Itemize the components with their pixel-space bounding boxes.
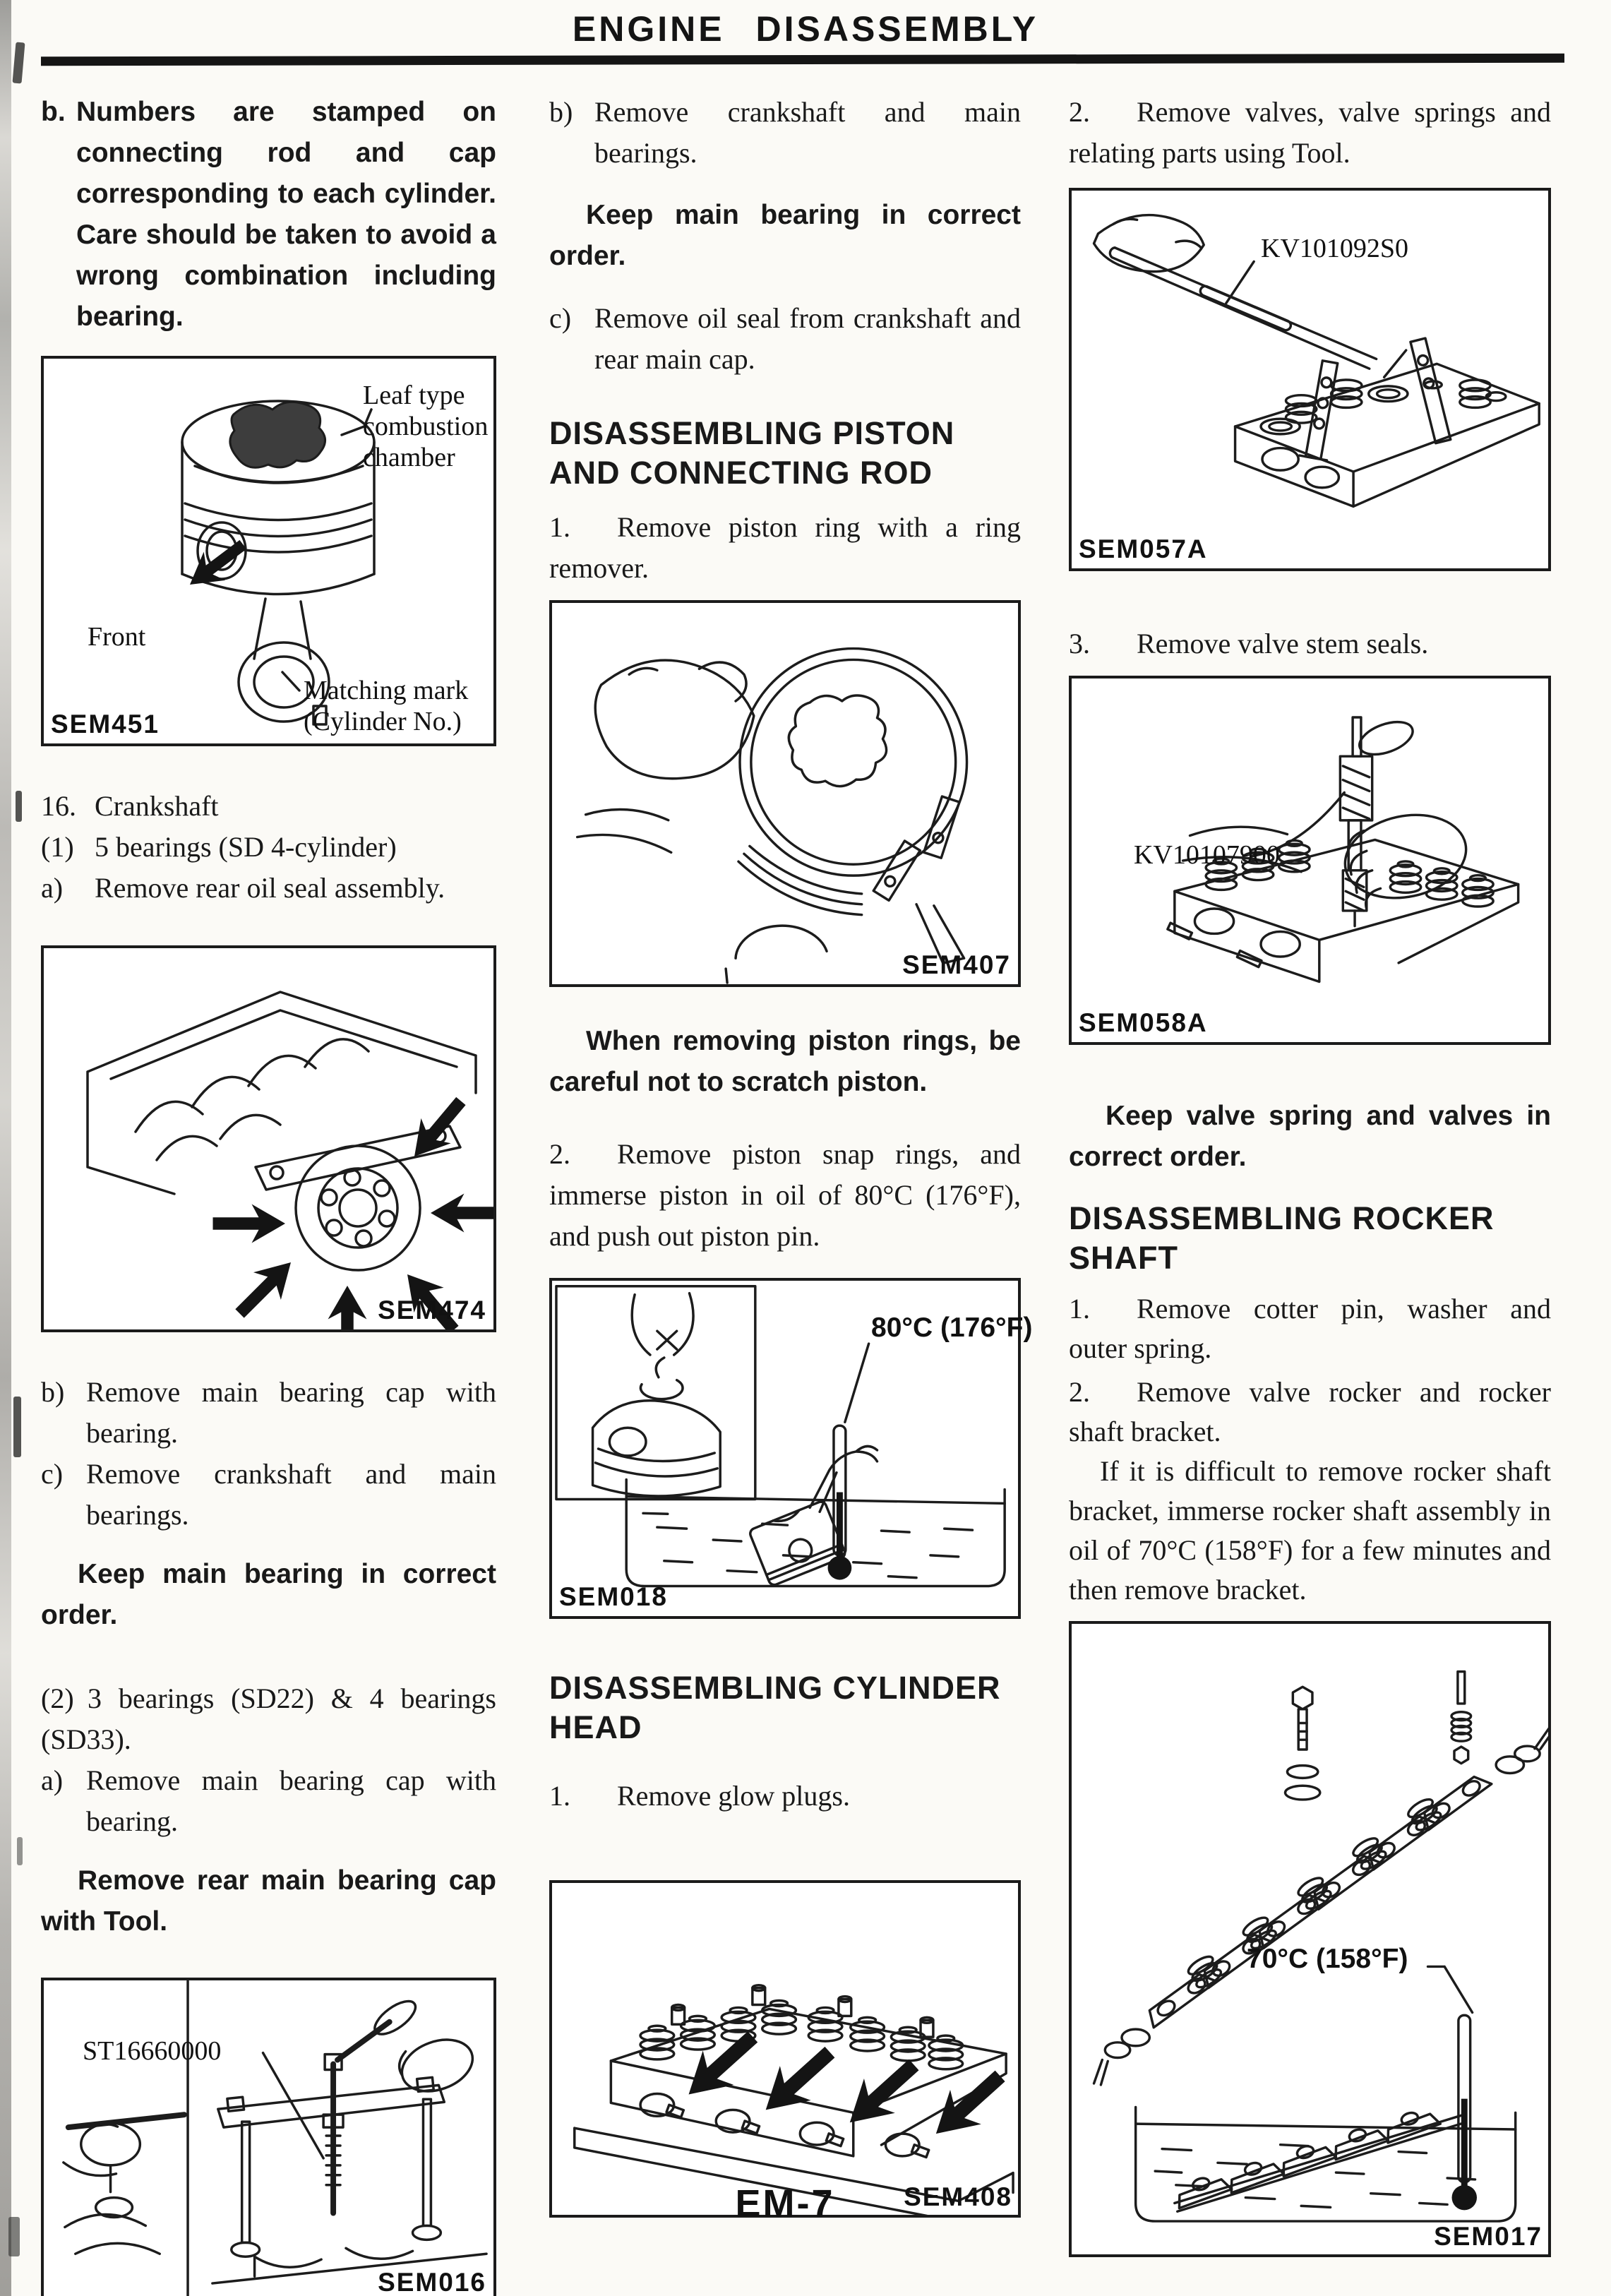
list-marker: (1) — [41, 831, 74, 863]
figure-sem058a — [1069, 676, 1551, 1045]
figure-sem016 — [41, 1978, 496, 2296]
figure-sem474 — [41, 945, 496, 1332]
scan-mark — [17, 1837, 23, 1865]
scan-mark — [16, 791, 22, 822]
binding-edge-artifact — [0, 0, 11, 2296]
figure-id: SEM407 — [902, 950, 1011, 979]
section-heading-rocker-shaft: DISASSEMBLING ROCKER SHAFT — [1069, 1200, 1495, 1276]
figure-sem451 — [41, 356, 496, 746]
list-marker: a) — [41, 1764, 64, 1796]
step-item — [549, 507, 1021, 589]
list-item — [41, 868, 496, 909]
step-text: Remove oil seal from crankshaft and rear main cap. — [594, 302, 1021, 375]
list-marker: (2) — [41, 1682, 74, 1714]
bearing-cap-puller-illustration — [44, 1980, 493, 2296]
list-marker: 2. — [1069, 96, 1090, 128]
list-text: 5 bearings (SD 4-cylinder) — [95, 831, 397, 863]
note-remove-rear-cap: Remove rear main bearing cap with Tool. — [41, 1865, 496, 1937]
list-text: Remove rear oil seal assembly. — [95, 872, 445, 904]
scan-mark — [13, 1397, 21, 1457]
step-item — [1069, 1373, 1551, 1452]
section-heading-cylinder-head: DISASSEMBLING CYLINDER HEAD — [549, 1670, 1001, 1745]
callout-tool-number: ST16660000 — [83, 2036, 222, 2066]
figure-id: SEM058A — [1079, 1008, 1208, 1037]
step-item — [41, 1372, 496, 1454]
crankcase-illustration — [44, 948, 493, 1329]
figure-sem057a — [1069, 188, 1551, 571]
callout-matching-mark: Matching mark (Cylinder No.) — [304, 676, 469, 736]
page-number: EM-7 — [735, 2182, 835, 2225]
page-title: ENGINE DISASSEMBLY — [572, 9, 1039, 49]
step-text: Remove main bearing cap with bearing. — [86, 1764, 496, 1837]
figure-id: SEM057A — [1079, 534, 1208, 563]
figure-id: SEM016 — [378, 2268, 486, 2296]
step-text: 3 bearings (SD22) & 4 bearings (SD33). — [41, 1682, 496, 1755]
note-scratch-piston: When removing piston rings, be careful not to scratch piston. — [549, 1026, 1021, 1097]
note-keep-order: Keep main bearing in correct order. — [549, 200, 1021, 271]
list-text: Crankshaft — [95, 790, 219, 822]
callout-temperature: 70°C (158°F) — [1247, 1944, 1408, 1974]
rocker-shaft-oil-bath-illustration — [1072, 1624, 1548, 2254]
cylinder-head-glow-plugs-illustration — [552, 1883, 1018, 2215]
figure-id: SEM474 — [378, 1296, 486, 1325]
figure-id: SEM451 — [51, 710, 160, 739]
list-marker: c) — [41, 1458, 64, 1490]
step-text: Remove main bearing cap with bearing. — [86, 1376, 496, 1449]
step-item — [1069, 92, 1551, 174]
list-marker: c) — [549, 302, 572, 334]
step-item — [549, 1776, 1021, 1817]
list-marker: b. — [41, 97, 66, 127]
step-item — [549, 1134, 1021, 1257]
list-item — [41, 786, 496, 827]
callout-tool-number: KV101092S0 — [1261, 234, 1409, 263]
figure-sem408 — [549, 1880, 1021, 2218]
step-item — [41, 1454, 496, 1536]
list-marker: b) — [41, 1376, 65, 1408]
note-keep-valves: Keep valve spring and valves in correct order. — [1069, 1101, 1551, 1172]
list-marker: 16. — [41, 790, 76, 822]
left-column — [41, 92, 496, 2296]
list-marker: 2. — [549, 1138, 570, 1170]
step-text: Remove crankshaft and main bearings. — [86, 1458, 496, 1531]
step-item — [1069, 623, 1551, 664]
crankshaft-section — [41, 786, 496, 909]
list-marker: b) — [549, 96, 573, 128]
step-text: Remove glow plugs. — [617, 1780, 850, 1812]
list-marker: 3. — [1069, 628, 1090, 659]
step-item — [1069, 1289, 1551, 1368]
list-item — [41, 827, 496, 868]
figure-id: SEM018 — [559, 1582, 668, 1611]
step-item — [41, 1678, 496, 1760]
figure-sem017 — [1069, 1621, 1551, 2257]
list-marker: a) — [41, 872, 64, 904]
right-column — [1069, 92, 1551, 2257]
step-text: Remove piston snap rings, and immerse piston in oil of 80°C (176°F), and push out piston pin. — [549, 1138, 1021, 1252]
step-item — [549, 92, 1021, 174]
step-item — [549, 298, 1021, 380]
scan-mark — [8, 2217, 20, 2256]
figure-sem018 — [549, 1278, 1033, 1619]
note-keep-order: Keep main bearing in correct order. — [41, 1559, 496, 1630]
bearing-steps — [41, 1372, 496, 1942]
middle-column — [549, 92, 1033, 2218]
list-marker: 1. — [1069, 1293, 1090, 1325]
figure-sem407 — [549, 600, 1021, 987]
step-text: Remove piston ring with a ring remover. — [549, 511, 1021, 584]
step-text: Remove valves, valve springs and relating parts using Tool. — [1069, 96, 1551, 169]
list-marker: 1. — [549, 511, 570, 543]
note-numbers-stamped — [41, 92, 496, 337]
step-item — [41, 1760, 496, 1842]
list-marker: 1. — [549, 1780, 570, 1812]
paragraph-difficult-removal: If it is difficult to remove rocker shaft bracket, immerse rocker shaft assembly in oil of 70°C (158°F) for a few minutes and then remove bracket. — [1069, 1455, 1551, 1606]
ring-remover-illustration — [552, 603, 1018, 984]
callout-leaf-chamber: Leaf type combustion chamber — [363, 381, 489, 472]
callout-front: Front — [88, 622, 146, 652]
callout-tool-number: KV10107900 — [1134, 840, 1280, 870]
figure-id: SEM017 — [1434, 2222, 1543, 2251]
step-text: Remove crankshaft and main bearings. — [594, 96, 1021, 169]
step-text: Remove valve stem seals. — [1137, 628, 1429, 659]
step-text: Remove valve rocker and rocker shaft bracket. — [1069, 1376, 1551, 1447]
section-heading-piston: DISASSEMBLING PISTON AND CONNECTING ROD — [549, 415, 955, 491]
step-text: Remove cotter pin, washer and outer spring. — [1069, 1293, 1551, 1364]
figure-id: SEM408 — [904, 2182, 1012, 2211]
header-rule — [41, 54, 1564, 66]
note-text: Numbers are stamped on connecting rod and cap corresponding to each cylinder. Care should be taken to avoid a wrong combination including bearing. — [76, 97, 496, 332]
callout-temperature: 80°C (176°F) — [871, 1313, 1033, 1343]
list-marker: 2. — [1069, 1376, 1090, 1408]
